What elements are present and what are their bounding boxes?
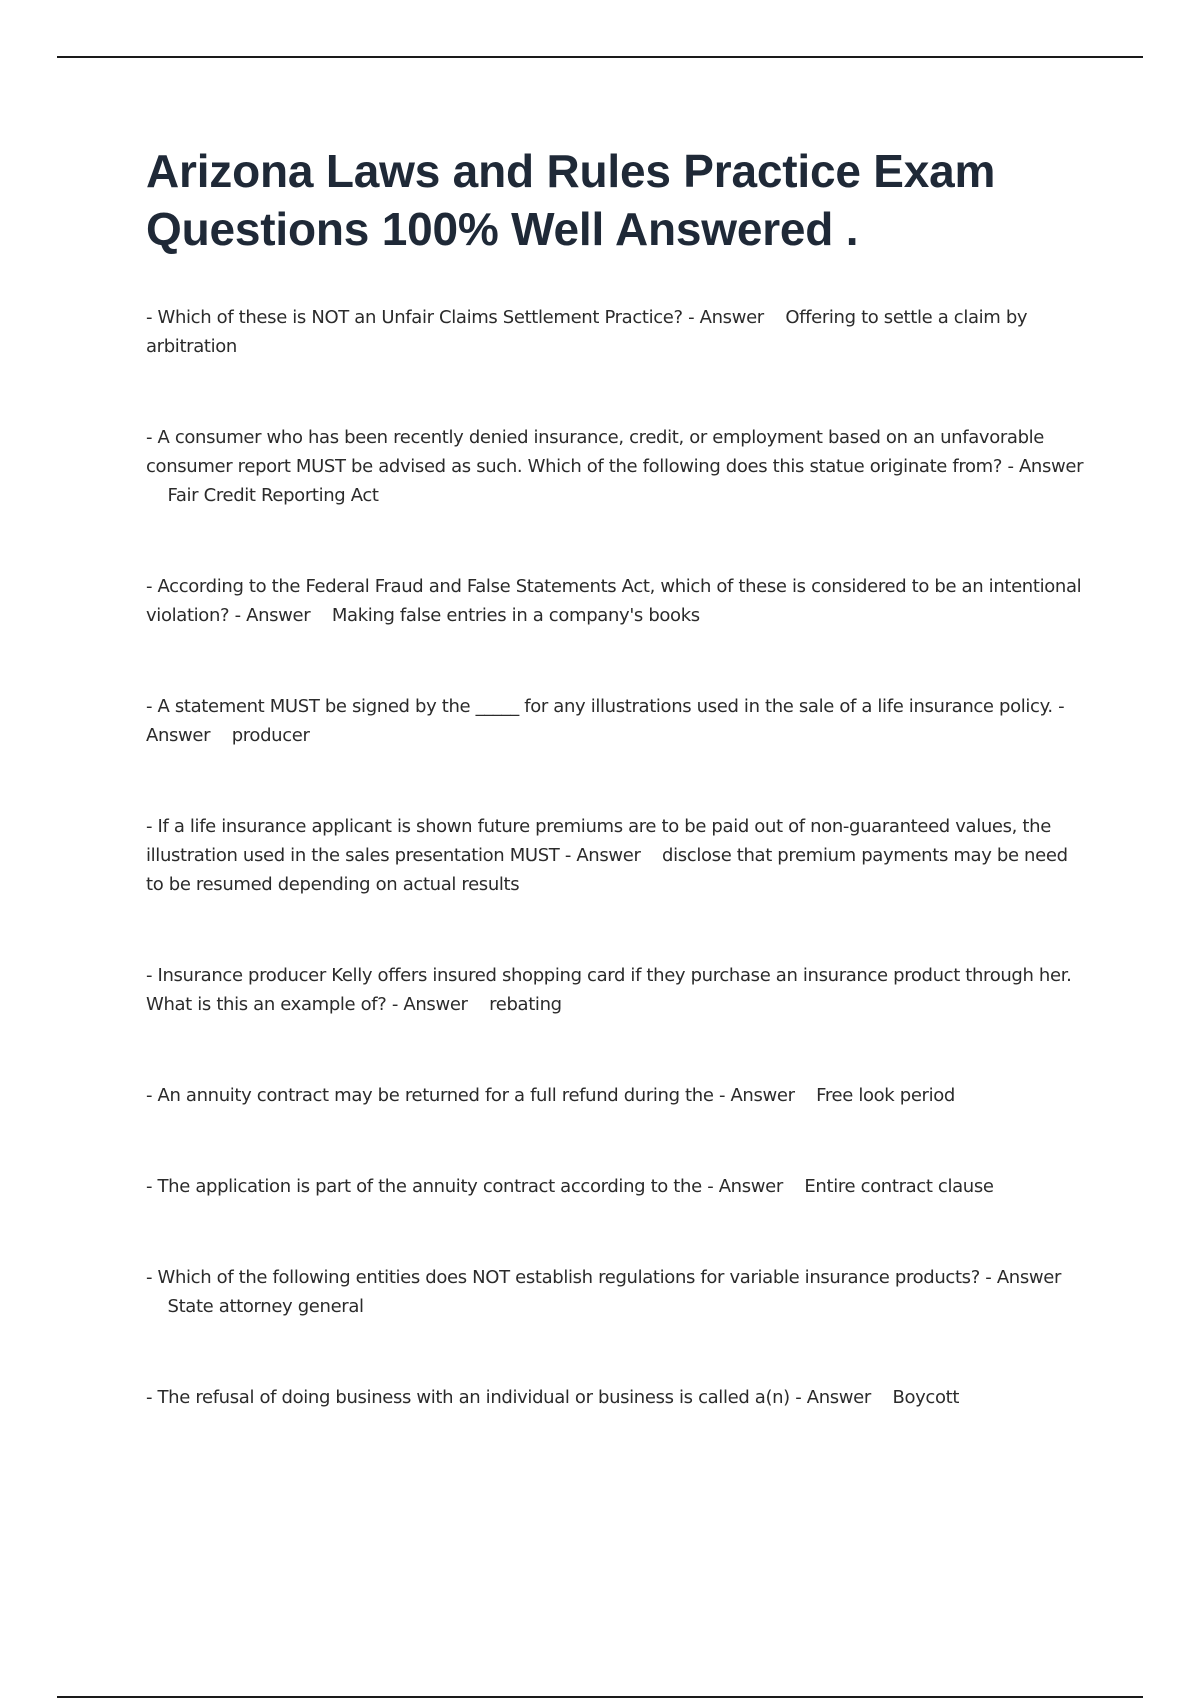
- question-text: - According to the Federal Fraud and False Statements Act, which of these is considered to be an intentional violation?: [146, 576, 1082, 626]
- bottom-rule: [57, 1696, 1143, 1698]
- answer-text: Free look period: [816, 1085, 955, 1106]
- qa-item: [146, 812, 1086, 899]
- document-title: [146, 142, 1086, 258]
- answer-marker: - Answer: [688, 307, 764, 328]
- answer-marker: - Answer: [234, 605, 311, 626]
- qa-item: [146, 572, 1086, 630]
- answer-marker: - Answer: [718, 1085, 795, 1106]
- qa-item: [146, 692, 1086, 750]
- answer-text: Offering to settle a claim by arbitration: [146, 307, 1028, 357]
- answer-marker: - Answer: [564, 845, 641, 866]
- qa-item: [146, 303, 1086, 361]
- answer-marker: - Answer: [707, 1176, 783, 1197]
- question-text: - A statement MUST be signed by the _____ for any illustrations used in the sale of a life insurance policy.: [146, 696, 1053, 717]
- document-body: [146, 142, 1086, 1474]
- qa-item: [146, 1081, 1086, 1110]
- qa-item: [146, 423, 1086, 510]
- answer-text: producer: [231, 725, 310, 746]
- answer-text: Boycott: [892, 1387, 960, 1408]
- title-line-1: Arizona Laws and Rules Practice Exam: [146, 145, 996, 197]
- question-text: - Which of the following entities does NOT establish regulations for variable insurance products?: [146, 1267, 980, 1288]
- top-rule: [57, 56, 1143, 58]
- answer-text: Fair Credit Reporting Act: [167, 485, 379, 506]
- title-line-2: Questions 100% Well Answered .: [146, 203, 859, 255]
- answer-marker: - Answer: [985, 1267, 1062, 1288]
- question-text: - Insurance producer Kelly offers insured shopping card if they purchase an insurance product through her. What is this an example of?: [146, 965, 1072, 1015]
- qa-item: [146, 961, 1086, 1019]
- answer-marker: - Answer: [795, 1387, 871, 1408]
- answer-marker: - Answer: [391, 994, 468, 1015]
- question-text: - A consumer who has been recently denied insurance, credit, or employment based on an unfavorable consumer report MUST be advised as such. Which of the following does this statue originate from?: [146, 427, 1045, 477]
- answer-text: disclose that premium payments may be need to be resumed depending on actual results: [146, 845, 1068, 895]
- qa-item: [146, 1172, 1086, 1201]
- answer-marker: - Answer: [1007, 456, 1084, 477]
- question-text: - Which of these is NOT an Unfair Claims Settlement Practice?: [146, 307, 683, 328]
- question-text: - The refusal of doing business with an individual or business is called a(n): [146, 1387, 790, 1408]
- question-text: - The application is part of the annuity contract according to the: [146, 1176, 702, 1197]
- qa-item: [146, 1263, 1086, 1321]
- answer-text: State attorney general: [167, 1296, 364, 1317]
- question-text: - If a life insurance applicant is shown future premiums are to be paid out of non-guaranteed values, the illustration used in the sales presentation MUST: [146, 816, 1051, 866]
- answer-text: rebating: [489, 994, 562, 1015]
- answer-text: Entire contract clause: [804, 1176, 994, 1197]
- qa-list: [146, 303, 1086, 1412]
- question-text: - An annuity contract may be returned for a full refund during the: [146, 1085, 714, 1106]
- answer-text: Making false entries in a company's books: [331, 605, 700, 626]
- answer-marker: - Answer: [146, 696, 1065, 746]
- qa-item: [146, 1383, 1086, 1412]
